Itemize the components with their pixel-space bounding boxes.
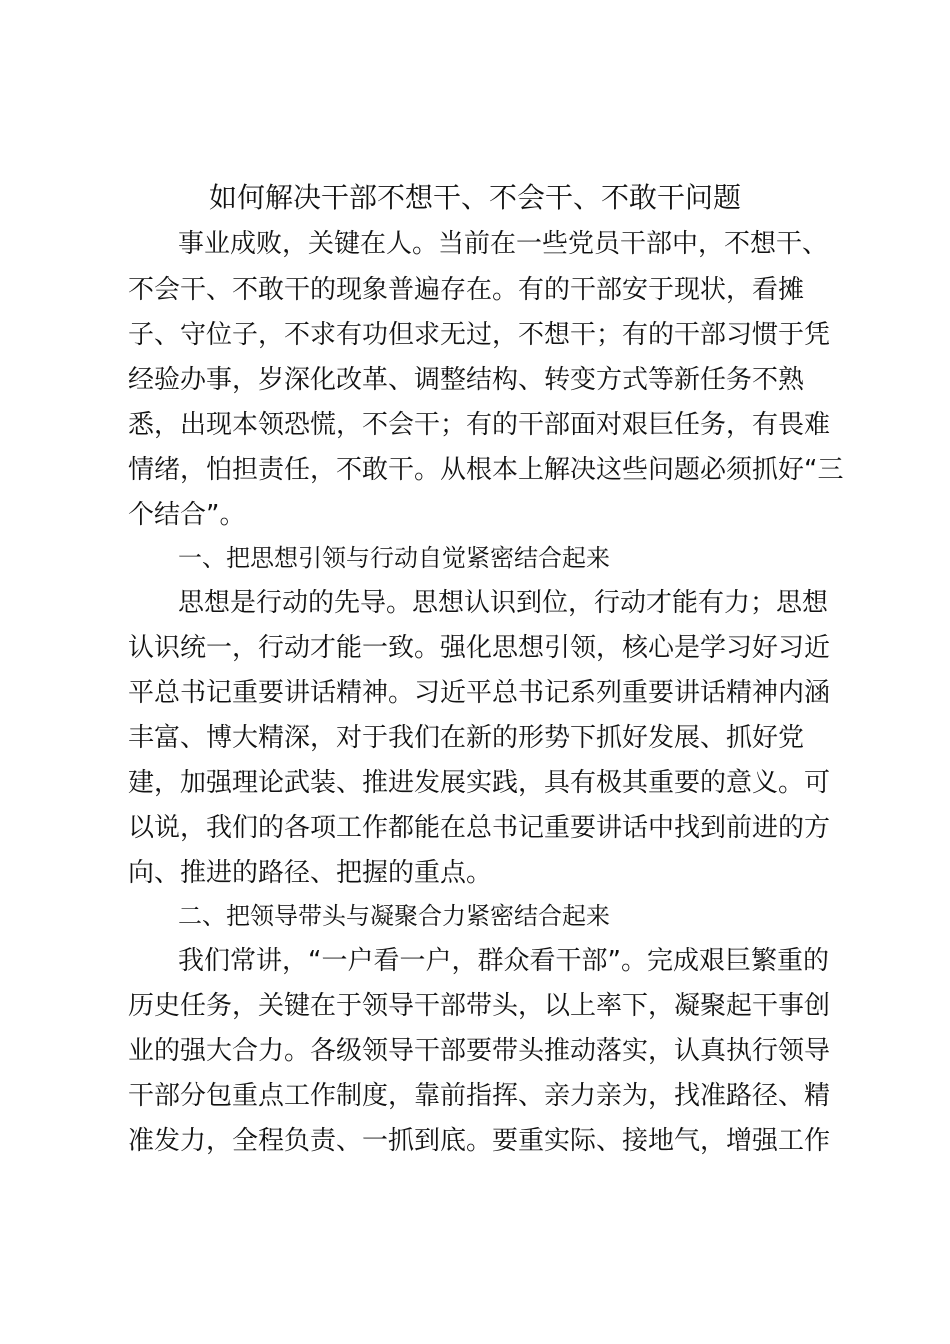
paragraph-line: 悉，出现本领恐慌，不会干；有的干部面对艰巨任务，有畏难 [128, 410, 831, 440]
paragraph-line: 向、推进的路径、把握的重点。 [128, 858, 493, 888]
paragraph-line: 丰富、博大精深，对于我们在新的形势下抓好发展、抓好党 [128, 723, 805, 753]
paragraph-line: 我们常讲，“一户看一户，群众看干部”。完成艰巨繁重的 [178, 946, 829, 976]
paragraph-line: 认识统一，行动才能一致。强化思想引领，核心是学习好习近 [128, 633, 831, 663]
paragraph-line: 事业成败，关键在人。当前在一些党员干部中，不想干、 [178, 229, 829, 259]
paragraph-line: 干部分包重点工作制度，靠前指挥、亲力亲为，找准路径、精 [128, 1081, 831, 1111]
paragraph-line: 建，加强理论武装、推进发展实践，具有极其重要的意义。可 [128, 768, 831, 798]
paragraph-line: 经验办事，岁深化改革、调整结构、转变方式等新任务不熟 [128, 365, 805, 395]
section-heading-2: 二、把领导带头与凝聚合力紧密结合起来 [178, 902, 610, 930]
paragraph-line: 平总书记重要讲话精神。习近平总书记系列重要讲话精神内涵 [128, 678, 831, 708]
paragraph-line: 业的强大合力。各级领导干部要带头推动落实，认真执行领导 [128, 1036, 831, 1066]
paragraph-line: 以说，我们的各项工作都能在总书记重要讲话中找到前进的方 [128, 813, 831, 843]
paragraph-line: 思想是行动的先导。思想认识到位，行动才能有力；思想 [178, 588, 829, 618]
paragraph-line: 情绪，怕担责任，不敢干。从根本上解决这些问题必须抓好“三 [128, 455, 844, 485]
paragraph-line: 准发力，全程负责、一抓到底。要重实际、接地气，增强工作 [128, 1126, 831, 1156]
document-title: 如何解决干部不想干、不会干、不敢干问题 [208, 181, 741, 214]
paragraph-line: 子、守位子，不求有功但求无过，不想干；有的干部习惯于凭 [128, 320, 831, 350]
paragraph-line: 历史任务，关键在于领导干部带头，以上率下，凝聚起干事创 [128, 991, 831, 1021]
section-heading-1: 一、把思想引领与行动自觉紧密结合起来 [178, 544, 610, 572]
paragraph-line: 个结合”。 [128, 500, 246, 530]
paragraph-line: 不会干、不敢干的现象普遍存在。有的干部安于现状，看摊 [128, 275, 805, 305]
